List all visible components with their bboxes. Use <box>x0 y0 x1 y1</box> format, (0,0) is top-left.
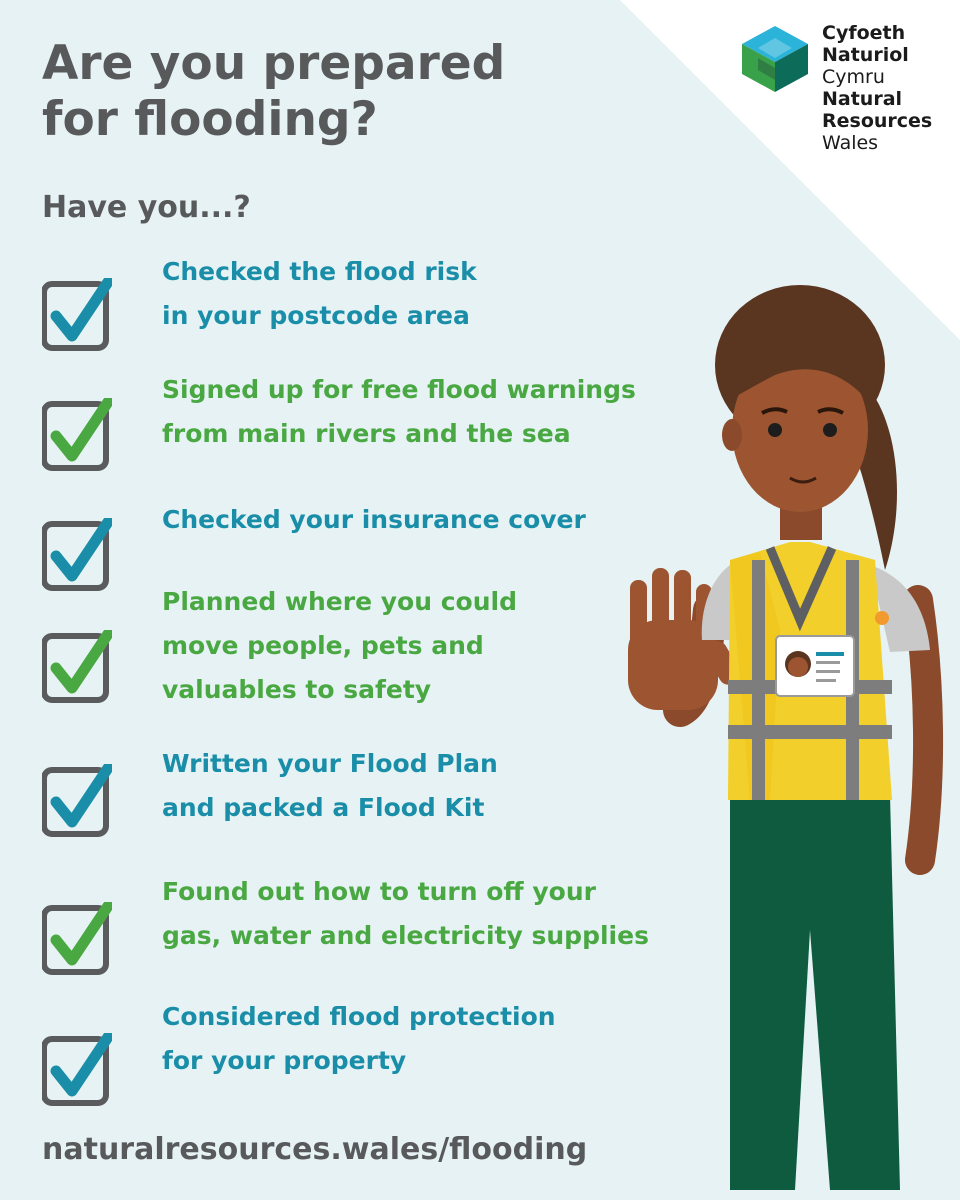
check-icon <box>56 906 108 960</box>
checklist-item-line-2: from main rivers and the sea <box>162 419 571 448</box>
checklist-item-line-1: Found out how to turn off your <box>162 877 596 906</box>
checklist-item-text <box>162 498 586 542</box>
checklist-item-text <box>162 250 477 338</box>
checklist-item-text <box>162 580 517 712</box>
nrw-logo <box>740 22 950 162</box>
checklist-item-line-2: in your postcode area <box>162 301 470 330</box>
nrw-logo-wordmark <box>822 22 932 154</box>
title-line-1: Are you prepared <box>42 36 506 91</box>
title-line-2: for flooding? <box>42 92 378 147</box>
checkbox-icon <box>42 278 112 352</box>
checklist-item-text <box>162 870 649 958</box>
checkbox-icon <box>42 398 112 472</box>
checklist-item-line-1: Planned where you could <box>162 587 517 616</box>
check-icon <box>56 1037 108 1091</box>
subtitle: Have you...? <box>42 190 251 225</box>
checklist-item-line-3: valuables to safety <box>162 675 432 704</box>
checkbox-icon <box>42 1033 112 1107</box>
checklist-item-text <box>162 742 498 830</box>
nrw-officer-illustration <box>600 280 960 1200</box>
logo-line-6: Wales <box>822 132 879 154</box>
checklist-item-line-1: Checked the flood risk <box>162 257 477 286</box>
checklist-item-line-2: for your property <box>162 1046 407 1075</box>
logo-line-2: Naturiol <box>822 44 909 66</box>
check-icon <box>56 522 108 576</box>
nrw-logo-icon <box>740 24 810 94</box>
checklist-item-line-1: Considered flood protection <box>162 1002 556 1031</box>
check-icon <box>56 402 108 456</box>
checkbox-icon <box>42 902 112 976</box>
checklist-item-line-1: Checked your insurance cover <box>162 505 586 534</box>
checklist-item-line-2: move people, pets and <box>162 631 484 660</box>
logo-line-5: Resources <box>822 110 933 132</box>
website-url: naturalresources.wales/flooding <box>42 1132 588 1167</box>
checklist-item-line-2: gas, water and electricity supplies <box>162 921 649 950</box>
checkbox-icon <box>42 630 112 704</box>
checklist-item-line-1: Written your Flood Plan <box>162 749 498 778</box>
checklist-item-line-1: Signed up for free flood warnings <box>162 375 636 404</box>
checklist-item-text <box>162 995 556 1083</box>
checkbox-icon <box>42 518 112 592</box>
check-icon <box>56 634 108 688</box>
checkbox-icon <box>42 764 112 838</box>
logo-line-3: Cymru <box>822 66 885 88</box>
checklist-item-line-2: and packed a Flood Kit <box>162 793 485 822</box>
logo-line-4: Natural <box>822 88 903 110</box>
checklist-item-text <box>162 368 636 456</box>
check-icon <box>56 282 108 336</box>
check-icon <box>56 768 108 822</box>
logo-line-1: Cyfoeth <box>822 22 906 44</box>
